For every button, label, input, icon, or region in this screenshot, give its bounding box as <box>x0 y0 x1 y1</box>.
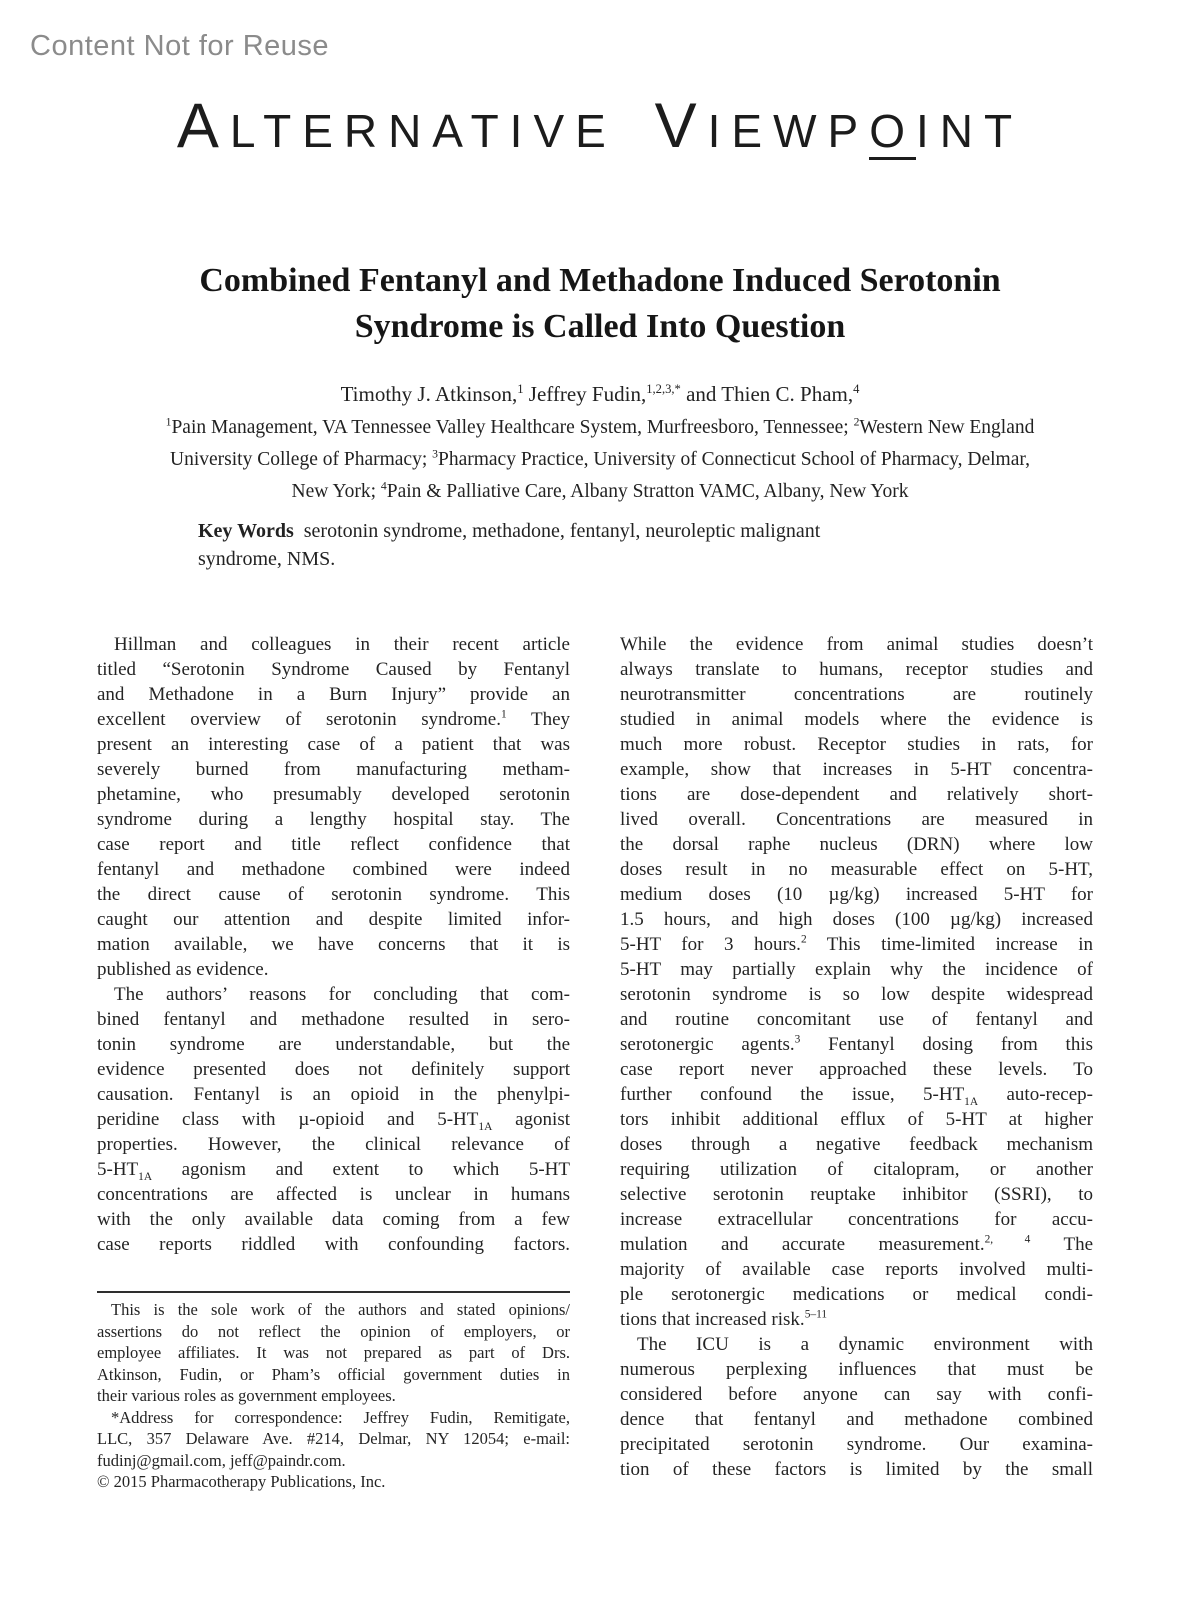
footnote-text <box>97 1299 570 1493</box>
text-line: 1.5 hours, and high doses (100 µg/kg) increased <box>620 909 1093 930</box>
text-line: with the only available data coming from a few <box>97 1209 570 1230</box>
text-line: case report and title reflect confidence that <box>97 834 570 855</box>
text-line: causation. Fentanyl is an opioid in the phenylpi- <box>97 1084 570 1105</box>
text-line: 5-HT for 3 hours.$^2$ This time-limited increase in <box>620 933 1094 955</box>
text-line: dence that fentanyl and methadone combined <box>620 1409 1093 1430</box>
text-line: neurotransmitter concentrations are routinely <box>620 684 1093 705</box>
text-line: severely burned from manufacturing metham- <box>97 759 570 780</box>
text-line: titled “Serotonin Syndrome Caused by Fentanyl <box>97 659 570 680</box>
affiliations <box>0 412 1200 508</box>
article-title <box>0 258 1200 350</box>
text-line: fentanyl and methadone combined were indeed <box>97 859 570 880</box>
text-line: considered before anyone can say with confi- <box>620 1384 1093 1405</box>
text-line: $5-HT_{1A}$ agonism and extent to which 5-HT <box>97 1159 570 1183</box>
text-line: While the evidence from animal studies doesn’t <box>620 634 1093 655</box>
text-line: doses result in no measurable effect on 5-HT, <box>620 859 1093 880</box>
banner-letter-group <box>617 105 655 157</box>
text-line: 5-HT may partially explain why the incidence of <box>620 959 1093 980</box>
text-line: numerous perplexing influences that must be <box>620 1359 1093 1380</box>
watermark-text: Content Not for Reuse <box>30 30 330 62</box>
paragraph <box>97 1407 570 1472</box>
text-line: precipitated serotonin syndrome. Our examina- <box>620 1434 1093 1455</box>
body-left-column <box>97 632 570 1257</box>
footnote-block <box>97 1291 570 1493</box>
text-line: always translate to humans, receptor studies and <box>620 659 1093 680</box>
text-line: University College of Pharmacy; $^3$Pharmacy Practice, University of Connecticut School of Pharmacy, Delmar, <box>170 447 1030 470</box>
text-line: properties. However, the clinical relevance of <box>97 1134 570 1155</box>
text-line: much more robust. Receptor studies in rats, for <box>620 734 1093 755</box>
text-line: case reports riddled with confounding factors. <box>97 1234 570 1255</box>
text-line: Atkinson, Fudin, or Pham’s official government duties in <box>97 1364 570 1384</box>
paragraph <box>97 982 570 1257</box>
text-line: tors inhibit additional efflux of 5-HT at higher <box>620 1109 1093 1130</box>
text-line: example, show that increases in 5-HT concentra- <box>620 759 1093 780</box>
text-line: *Address for correspondence: Jeffrey Fudin, Remitigate, <box>111 1407 570 1427</box>
text-line: medium doses (10 µg/kg) increased 5-HT for <box>620 884 1093 905</box>
text-line: peridine class with µ-opioid and $5-HT_{1A}$ agonist <box>97 1109 570 1133</box>
banner-letter-group: V <box>654 91 708 161</box>
text-line: LLC, 357 Delaware Ave. #214, Delmar, NY 12054; e-mail: <box>97 1429 570 1448</box>
text-line: This is the sole work of the authors and stated opinions/ <box>111 1300 570 1319</box>
text-line: the direct cause of serotonin syndrome. This <box>97 884 570 905</box>
text-line: the dorsal raphe nucleus (DRN) where low <box>620 834 1093 855</box>
text-line: employee affiliates. It was not prepared as part of Drs. <box>97 1343 570 1362</box>
text-line: concentrations are affected is unclear in humans <box>97 1184 570 1205</box>
footnote-rule <box>97 1291 570 1293</box>
text-line: $^1$Pain Management, VA Tennessee Valley Healthcare System, Murfreesboro, Tennessee; $^2$Western New England <box>165 415 1035 438</box>
text-line: case report never approached these levels. To <box>620 1059 1093 1080</box>
text-line: their various roles as government employees. <box>97 1386 396 1405</box>
text-line: tions are dose-dependent and relatively short- <box>620 784 1093 805</box>
text-line: and routine concomitant use of fentanyl and <box>620 1009 1093 1030</box>
body-right-column <box>620 632 1093 1482</box>
paragraph <box>97 1471 570 1493</box>
text-line: assertions do not reflect the opinion of employers, or <box>97 1321 570 1341</box>
text-line: phetamine, who presumably developed serotonin <box>97 784 570 805</box>
text-line: fudinj@gmail.com, jeff@paindr.com. <box>97 1450 346 1470</box>
banner-letter-group: A <box>176 91 230 161</box>
text-line: tions that increased risk.$^{5-11}$ <box>620 1308 828 1330</box>
text-line: published as evidence. <box>97 959 269 980</box>
paragraph <box>620 632 1093 1332</box>
text-line: tion of these factors is limited by the small <box>620 1459 1093 1480</box>
text-line: excellent overview of serotonin syndrome.$^1$ They <box>97 708 571 730</box>
text-line: serotonin syndrome is so low despite widespread <box>620 984 1093 1005</box>
text-line: selective serotonin reuptake inhibitor (SSRI), to <box>620 1184 1093 1205</box>
section-banner <box>0 91 1200 161</box>
text-line: mulation and accurate measurement.$^{2, 4}$ The <box>620 1233 1094 1255</box>
banner-letter-group: IEWP <box>707 105 870 157</box>
text-line: Hillman and colleagues in their recent article <box>114 634 570 655</box>
authors-line: Timothy J. Atkinson,$^1$ Jeffrey Fudin,$^{1,2,3,*}$ and Thien C. Pham,$^4$ <box>340 382 860 406</box>
paragraph <box>620 1332 1093 1482</box>
text-line: serotonergic agents.$^3$ Fentanyl dosing from this <box>620 1033 1093 1055</box>
text-line: and Methadone in a Burn Injury” provide an <box>97 684 570 705</box>
text-line: syndrome, NMS. <box>198 548 336 570</box>
paragraph <box>97 632 570 982</box>
text-line: Syndrome is Called Into Question <box>354 308 846 345</box>
text-line: The ICU is a dynamic environment with <box>637 1334 1093 1355</box>
text-line: lived overall. Concentrations are measured in <box>620 809 1093 830</box>
text-line: caught our attention and despite limited infor- <box>97 909 570 930</box>
banner-letter-group: O <box>869 107 916 160</box>
text-line: The authors’ reasons for concluding that com- <box>114 984 570 1005</box>
text-line: syndrome during a lengthy hospital stay. The <box>97 809 570 830</box>
text-line: bined fentanyl and methadone resulted in sero- <box>97 1009 570 1030</box>
text-line: evidence presented does not definitely support <box>97 1059 570 1080</box>
text-line: majority of available case reports involved multi- <box>620 1259 1093 1280</box>
text-line: tonin syndrome are understandable, but the <box>97 1034 570 1055</box>
text-line: mation available, we have concerns that it is <box>97 934 570 955</box>
banner-letter-group: LTERNATIVE <box>229 105 617 157</box>
keywords-block <box>198 517 958 573</box>
text-line: further confound the issue, $5-HT_{1A}$ auto-recep- <box>620 1084 1093 1108</box>
text-line: doses through a negative feedback mechanism <box>620 1134 1093 1155</box>
text-line: New York; $^4$Pain & Palliative Care, Albany Stratton VAMC, Albany, New York <box>291 479 909 502</box>
text-line: present an interesting case of a patient that was <box>97 734 570 755</box>
text-line: Key Words serotonin syndrome, methadone, fentanyl, neuroleptic malignant <box>198 520 821 542</box>
text-line: © 2015 Pharmacotherapy Publications, Inc. <box>97 1472 386 1491</box>
paragraph <box>97 1299 570 1407</box>
text-line: studied in animal models where the evidence is <box>620 709 1093 730</box>
text-line: Combined Fentanyl and Methadone Induced Serotonin <box>199 262 1001 299</box>
banner-letter-group: INT <box>915 105 1024 157</box>
text-line: ple serotonergic medications or medical condi- <box>620 1284 1093 1305</box>
text-line: increase extracellular concentrations for accu- <box>620 1209 1093 1230</box>
text-line: requiring utilization of citalopram, or another <box>620 1159 1093 1180</box>
